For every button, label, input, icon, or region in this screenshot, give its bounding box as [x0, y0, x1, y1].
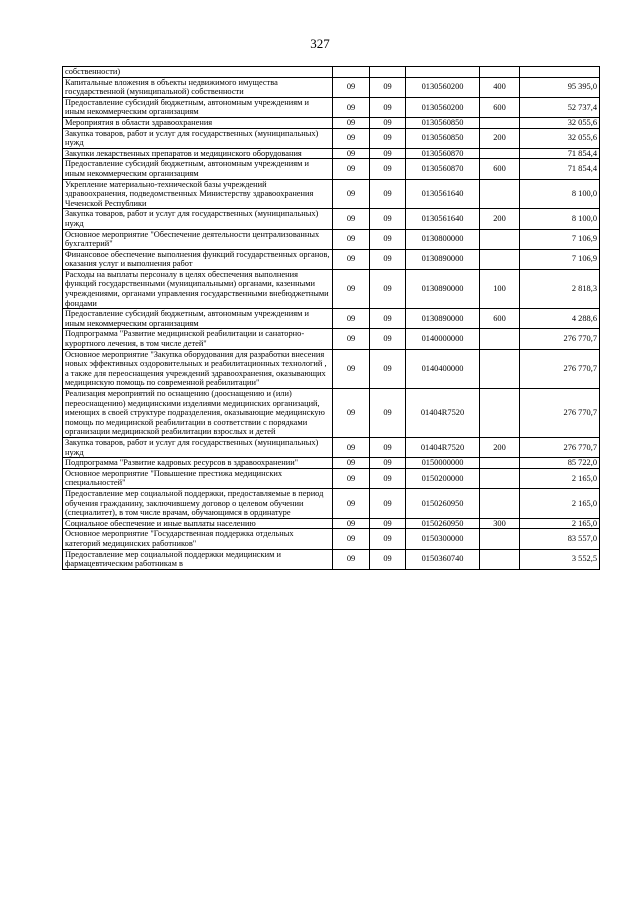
table-row [63, 159, 600, 179]
cell-section: 09 [333, 549, 370, 569]
cell-subsection: 09 [370, 179, 406, 209]
cell-expense-type: 600 [480, 97, 520, 117]
cell-section: 09 [333, 458, 370, 469]
cell-amount: 7 106,9 [520, 249, 600, 269]
cell-target-article: 0140400000 [406, 349, 480, 388]
table-row [63, 468, 600, 488]
cell-subsection: 09 [370, 148, 406, 159]
cell-amount: 4 288,6 [520, 309, 600, 329]
cell-amount: 276 770,7 [520, 349, 600, 388]
cell-subsection: 09 [370, 329, 406, 349]
cell-amount: 276 770,7 [520, 437, 600, 457]
cell-section: 09 [333, 518, 370, 529]
cell-subsection: 09 [370, 117, 406, 128]
table-row [63, 249, 600, 269]
cell-name: Основное мероприятие "Обеспечение деятельности централизованных бухгалтерий" [63, 229, 333, 249]
cell-amount: 32 055,6 [520, 128, 600, 148]
table-row [63, 458, 600, 469]
cell-name: Закупка товаров, работ и услуг для государственных (муниципальных) нужд [63, 437, 333, 457]
cell-section: 09 [333, 269, 370, 308]
cell-target-article: 0130560870 [406, 159, 480, 179]
cell-target-article: 0150260950 [406, 518, 480, 529]
cell-subsection: 09 [370, 488, 406, 518]
cell-amount: 7 106,9 [520, 229, 600, 249]
cell-subsection: 09 [370, 309, 406, 329]
cell-amount: 3 552,5 [520, 549, 600, 569]
cell-subsection: 09 [370, 389, 406, 438]
cell-subsection: 09 [370, 549, 406, 569]
table-row [63, 77, 600, 97]
cell-expense-type [480, 488, 520, 518]
cell-subsection: 09 [370, 458, 406, 469]
cell-expense-type [480, 117, 520, 128]
cell-name: Закупка товаров, работ и услуг для государственных (муниципальных) нужд [63, 128, 333, 148]
cell-expense-type: 200 [480, 209, 520, 229]
cell-target-article: 0130560870 [406, 148, 480, 159]
table-row [63, 209, 600, 229]
cell-target-article: 0130890000 [406, 309, 480, 329]
table-row [63, 67, 600, 78]
cell-name: Закупки лекарственных препаратов и медицинского оборудования [63, 148, 333, 159]
cell-target-article: 0130561640 [406, 179, 480, 209]
budget-table [62, 66, 600, 570]
cell-target-article: 0140000000 [406, 329, 480, 349]
cell-section: 09 [333, 529, 370, 549]
cell-target-article [406, 67, 480, 78]
cell-target-article: 0130800000 [406, 229, 480, 249]
cell-amount: 95 395,0 [520, 77, 600, 97]
table-row [63, 329, 600, 349]
cell-target-article: 0130561640 [406, 209, 480, 229]
cell-expense-type [480, 458, 520, 469]
cell-amount: 71 854,4 [520, 148, 600, 159]
cell-target-article: 01404R7520 [406, 437, 480, 457]
cell-amount: 2 818,3 [520, 269, 600, 308]
table-row [63, 117, 600, 128]
cell-expense-type [480, 179, 520, 209]
cell-target-article: 0150000000 [406, 458, 480, 469]
cell-subsection: 09 [370, 349, 406, 388]
table-row [63, 148, 600, 159]
cell-section: 09 [333, 97, 370, 117]
cell-section: 09 [333, 77, 370, 97]
cell-subsection: 09 [370, 209, 406, 229]
cell-section: 09 [333, 148, 370, 159]
cell-target-article: 0130890000 [406, 249, 480, 269]
cell-subsection: 09 [370, 229, 406, 249]
cell-subsection: 09 [370, 468, 406, 488]
cell-section: 09 [333, 249, 370, 269]
cell-name: Мероприятия в области здравоохранения [63, 117, 333, 128]
cell-name: Реализация мероприятий по оснащению (дооснащению и (или) переоснащению) медицинскими изделиями медицинских организаций, имеющих в своей структуре подразделения, оказывающие медицинскую помощь по медицинской реабилитации в соответствии с порядками организации медицинской реабилитации взрослых и детей [63, 389, 333, 438]
cell-expense-type [480, 249, 520, 269]
cell-name: Расходы на выплаты персоналу в целях обеспечения выполнения функций государственными (муниципальными) органами, казенными учреждениями, органами управления государственными внебюджетными фондами [63, 269, 333, 308]
cell-target-article: 0150260950 [406, 488, 480, 518]
cell-subsection: 09 [370, 437, 406, 457]
cell-section: 09 [333, 179, 370, 209]
cell-expense-type: 100 [480, 269, 520, 308]
cell-target-article: 01404R7520 [406, 389, 480, 438]
cell-expense-type [480, 389, 520, 438]
cell-subsection: 09 [370, 529, 406, 549]
cell-amount: 71 854,4 [520, 159, 600, 179]
table-row [63, 529, 600, 549]
cell-section: 09 [333, 128, 370, 148]
cell-subsection: 09 [370, 77, 406, 97]
cell-amount: 8 100,0 [520, 179, 600, 209]
cell-name: Предоставление субсидий бюджетным, автономным учреждениям и иным некоммерческим организациям [63, 309, 333, 329]
cell-expense-type [480, 229, 520, 249]
cell-name: собственности) [63, 67, 333, 78]
cell-target-article: 0130560200 [406, 77, 480, 97]
cell-name: Предоставление субсидий бюджетным, автономным учреждениям и иным некоммерческим организациям [63, 159, 333, 179]
cell-name: Капитальные вложения в объекты недвижимого имущества государственной (муниципальной) собственности [63, 77, 333, 97]
cell-subsection: 09 [370, 128, 406, 148]
cell-amount: 2 165,0 [520, 468, 600, 488]
cell-amount: 32 055,6 [520, 117, 600, 128]
cell-amount: 52 737,4 [520, 97, 600, 117]
table-row [63, 128, 600, 148]
table-row [63, 518, 600, 529]
table-row [63, 549, 600, 569]
cell-target-article: 0130560200 [406, 97, 480, 117]
page-number: 327 [310, 36, 330, 51]
cell-section: 09 [333, 117, 370, 128]
cell-name: Основное мероприятие "Закупка оборудования для разработки внесения новых эффективных оздоровительных и реабилитационных технологий , а также для переоснащения учреждений здравоохранения, оказывающих медицинскую помощь по современной реабилитации" [63, 349, 333, 388]
budget-table-body [63, 67, 600, 570]
cell-name: Социальное обеспечение и иные выплаты населению [63, 518, 333, 529]
table-row [63, 179, 600, 209]
cell-amount: 8 100,0 [520, 209, 600, 229]
cell-name: Предоставление мер социальной поддержки, предоставляемые в период обучения гражданину, заключившему договор о целевом обучении (специалитет), в том числе врачам, обучающимся в ординатуре [63, 488, 333, 518]
table-row [63, 488, 600, 518]
cell-section: 09 [333, 437, 370, 457]
cell-name: Подпрограмма "Развитие кадровых ресурсов в здравоохранении" [63, 458, 333, 469]
cell-subsection: 09 [370, 97, 406, 117]
cell-section: 09 [333, 389, 370, 438]
cell-expense-type [480, 148, 520, 159]
cell-expense-type: 200 [480, 437, 520, 457]
cell-expense-type: 400 [480, 77, 520, 97]
cell-expense-type: 300 [480, 518, 520, 529]
cell-amount [520, 67, 600, 78]
cell-section: 09 [333, 468, 370, 488]
cell-expense-type: 200 [480, 128, 520, 148]
cell-amount: 83 557,0 [520, 529, 600, 549]
cell-target-article: 0150300000 [406, 529, 480, 549]
cell-amount: 2 165,0 [520, 518, 600, 529]
cell-name: Предоставление субсидий бюджетным, автономным учреждениям и иным некоммерческим организациям [63, 97, 333, 117]
table-row [63, 97, 600, 117]
cell-subsection [370, 67, 406, 78]
cell-target-article: 0150360740 [406, 549, 480, 569]
cell-amount: 276 770,7 [520, 329, 600, 349]
cell-name: Укрепление материально-технической базы учреждений здравоохранения, подведомственных Министерству здравоохранения Чеченской Республики [63, 179, 333, 209]
cell-name: Закупка товаров, работ и услуг для государственных (муниципальных) нужд [63, 209, 333, 229]
cell-name: Основное мероприятие "Повышение престижа медицинских специальностей" [63, 468, 333, 488]
cell-expense-type [480, 529, 520, 549]
cell-name: Предоставление мер социальной поддержки медицинским и фармацевтическим работникам в [63, 549, 333, 569]
cell-section: 09 [333, 349, 370, 388]
cell-subsection: 09 [370, 159, 406, 179]
table-row [63, 349, 600, 388]
cell-expense-type [480, 67, 520, 78]
cell-target-article: 0130560850 [406, 128, 480, 148]
cell-target-article: 0130560850 [406, 117, 480, 128]
table-row [63, 437, 600, 457]
table-row [63, 269, 600, 308]
cell-name: Финансовое обеспечение выполнения функций государственных органов, оказания услуг и выполнения работ [63, 249, 333, 269]
cell-section: 09 [333, 488, 370, 518]
cell-amount: 85 722,0 [520, 458, 600, 469]
cell-amount: 276 770,7 [520, 389, 600, 438]
cell-target-article: 0130890000 [406, 269, 480, 308]
cell-name: Подпрограмма "Развитие медицинской реабилитации и санаторно-курортного лечения, в том числе детей" [63, 329, 333, 349]
cell-subsection: 09 [370, 269, 406, 308]
cell-amount: 2 165,0 [520, 488, 600, 518]
cell-expense-type [480, 329, 520, 349]
cell-section [333, 67, 370, 78]
table-row [63, 389, 600, 438]
cell-section: 09 [333, 329, 370, 349]
cell-expense-type [480, 468, 520, 488]
cell-section: 09 [333, 229, 370, 249]
cell-section: 09 [333, 159, 370, 179]
cell-subsection: 09 [370, 518, 406, 529]
cell-section: 09 [333, 309, 370, 329]
cell-expense-type [480, 349, 520, 388]
cell-target-article: 0150200000 [406, 468, 480, 488]
cell-expense-type: 600 [480, 159, 520, 179]
table-row [63, 229, 600, 249]
table-row [63, 309, 600, 329]
cell-name: Основное мероприятие "Государственная поддержка отдельных категорий медицинских работников" [63, 529, 333, 549]
cell-section: 09 [333, 209, 370, 229]
cell-expense-type [480, 549, 520, 569]
cell-subsection: 09 [370, 249, 406, 269]
cell-expense-type: 600 [480, 309, 520, 329]
